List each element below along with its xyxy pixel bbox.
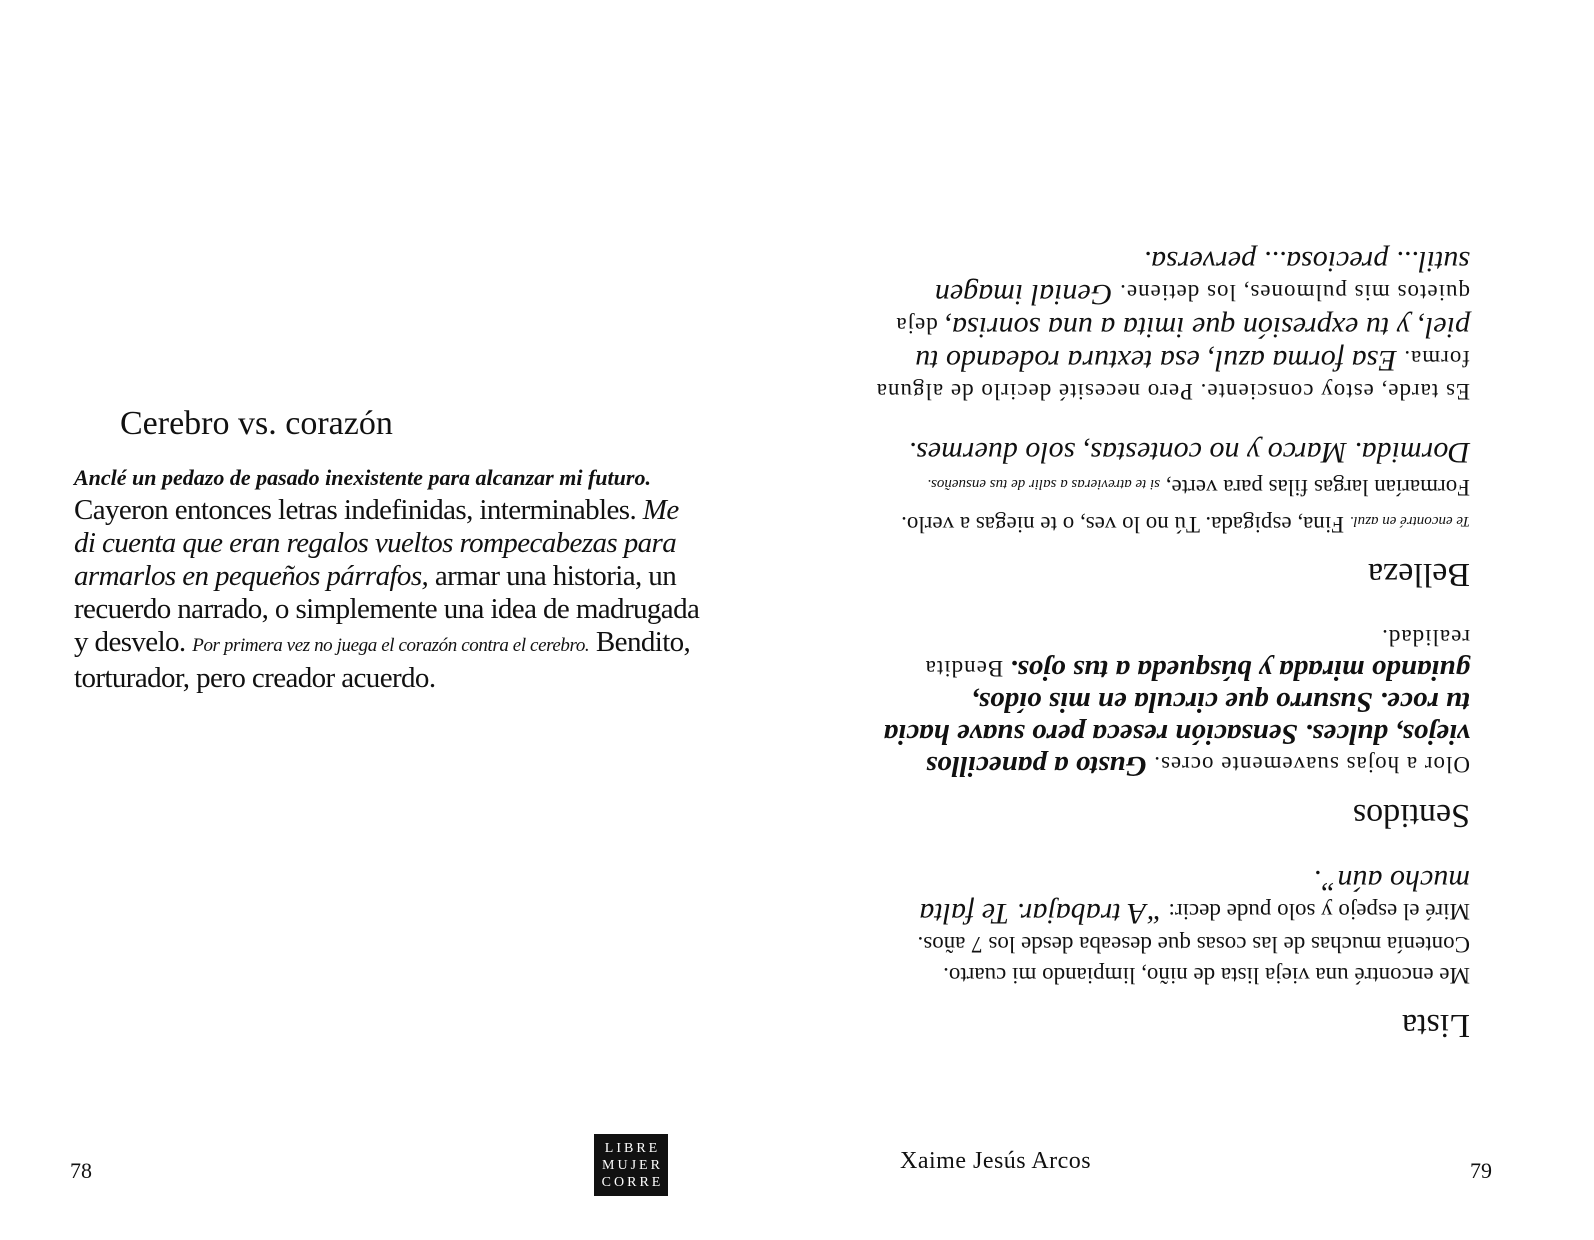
italic-text: Gusto a panecillos viejos, dulces. Sensación reseca pero suave hacia tu roce. Susurro que circula en mis oídos, guiando mirada y búsqueda a tus ojos.	[883, 654, 1470, 782]
italic-text: Genial imagen sutil... preciosa... perversa.	[934, 245, 1470, 311]
body-text: Olor a hojas suavemente ocres.	[1146, 752, 1470, 777]
body-text: Cayeron entonces letras indefinidas, interminables.	[74, 494, 643, 526]
small-italic-text: Te encontré en azul.	[1349, 513, 1470, 529]
lead-sentence: Anclé un pedazo de pasado inexistente para alcanzar mi futuro.	[74, 465, 651, 490]
small-italic-text: si te atrevieras a salir de tus ensueños.	[927, 476, 1161, 492]
page-title: Cerebro vs. corazón	[120, 405, 393, 442]
italic-text: “A trabajar. Te falta mucho aún”.	[919, 864, 1470, 930]
body-text: Me encontré una vieja lista de niño, limpiando mi cuarto. Contenía muchas de las cosas que deseaba desde los 7 años. Miré el espejo y solo pude decir:	[917, 899, 1470, 988]
italic-text: Dormida. Marco y no contestas, solo duermes.	[908, 436, 1470, 469]
section-body-untitled	[870, 244, 1470, 407]
section-body-sentidos	[870, 622, 1470, 781]
logo-line: MUJER	[602, 1157, 663, 1173]
body-paragraph	[74, 460, 704, 695]
italic-text: Esa forma azul, esa textura rodeando tu piel, y tu expresión que imita a una sonrisa,	[915, 311, 1470, 377]
section-title-belleza: Belleza	[1368, 556, 1470, 593]
body-text: armar una historia, un recuerdo narrado, o simplemente una idea de madrugada y desvelo.	[74, 560, 700, 658]
section-body-lista	[870, 863, 1470, 991]
publisher-logo	[594, 1134, 668, 1196]
body-text: Bendita realidad.	[924, 625, 1470, 681]
body-text: Fina, espigada. Tú no lo ves, o te niegas a verlo. Formarían largas filas para verte,	[901, 475, 1470, 537]
upside-down-text-block	[870, 185, 1510, 1045]
body-text: deja quietos mis pulmones, los detiene.	[895, 280, 1470, 338]
small-italic-text: Por primera vez no juega el corazón contra el cerebro.	[192, 635, 590, 656]
italic-text: Me di cuenta que eran regalos vueltos rompecabezas para armarlos en pequeños párrafos,	[74, 494, 679, 592]
inverted-content	[870, 216, 1470, 1045]
logo-line: CORRE	[601, 1174, 664, 1190]
logo-line: LIBRE	[604, 1140, 661, 1156]
section-title-lista: Lista	[1402, 1007, 1470, 1044]
author-name: Xaime Jesús Arcos	[900, 1148, 1092, 1174]
page-number-left: 78	[70, 1158, 92, 1183]
section-body-belleza	[870, 435, 1470, 540]
page-number-right: 79	[1470, 1158, 1492, 1183]
section-title-sentidos: Sentidos	[1352, 797, 1470, 834]
body-text: Es tarde, estoy consciente. Pero necesité decirlo de alguna forma.	[875, 346, 1470, 404]
body-text: Bendito, torturador, pero creador acuerdo.	[74, 626, 691, 694]
